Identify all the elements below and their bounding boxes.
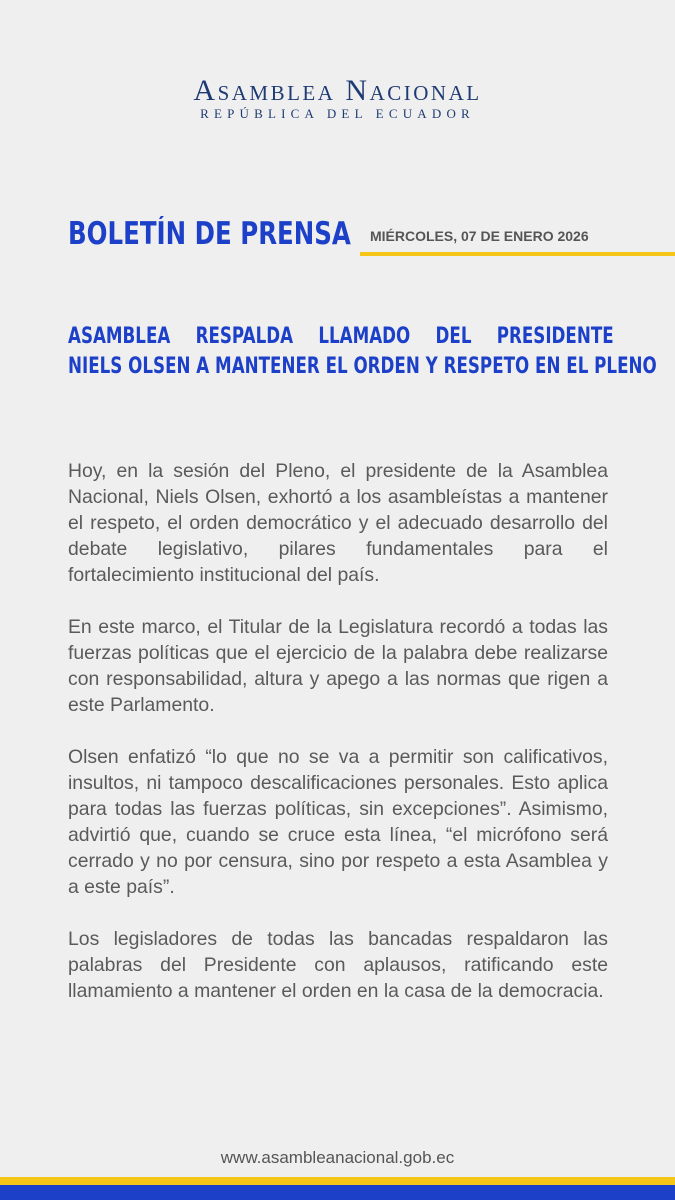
body-paragraph: Olsen enfatizó “lo que no se va a permitir son calificativos, insultos, ni tampoco descalificaciones personales. Esto aplica para todas las fuerzas políticas, sin excepciones”. Asimismo, advirtió que, cuando se cruce esta línea, “el micrófono será cerrado y no por censura, sino por respeto a esta Asamblea y a este país”. [68,746,608,898]
date-underline-divider [360,252,675,256]
body-paragraph: Los legisladores de todas las bancadas respaldaron las palabras del Presidente con aplausos, ratificando este llamamiento a mantener el orden en la casa de la democracia. [68,928,608,1002]
headline-line-2: NIELS OLSEN A MANTENER EL ORDEN Y RESPETO EN EL PLENO [68,354,657,379]
institution-subtitle: REPÚBLICA DEL ECUADOR [200,106,475,121]
website-url: www.asambleanacional.gob.ec [220,1148,455,1167]
flag-stripe-blue [0,1185,675,1200]
headline [68,322,657,382]
institution-name: Asamblea Nacional [193,74,482,107]
headline-line-1: ASAMBLEA RESPALDA LLAMADO DEL PRESIDENTE [68,324,614,349]
body-paragraph: En este marco, el Titular de la Legislatura recordó a todas las fuerzas políticas que el ejercicio de la palabra debe realizarse con responsabilidad, altura y apego a las normas que rigen a este Parlamento. [68,616,608,716]
flag-stripe-yellow [0,1177,675,1185]
bulletin-label: BOLETÍN DE PRENSA [68,216,351,252]
institution-logo [0,74,675,122]
body-paragraph: Hoy, en la sesión del Pleno, el presidente de la Asamblea Nacional, Niels Olsen, exhortó a los asambleístas a mantener el respeto, el orden democrático y el adecuado desarrollo del debate legislativo, pilares fundamentales para el fortalecimiento institucional del país. [68,460,608,586]
article-body [68,458,608,1030]
bulletin-date: MIÉRCOLES, 07 DE ENERO 2026 [370,228,589,244]
